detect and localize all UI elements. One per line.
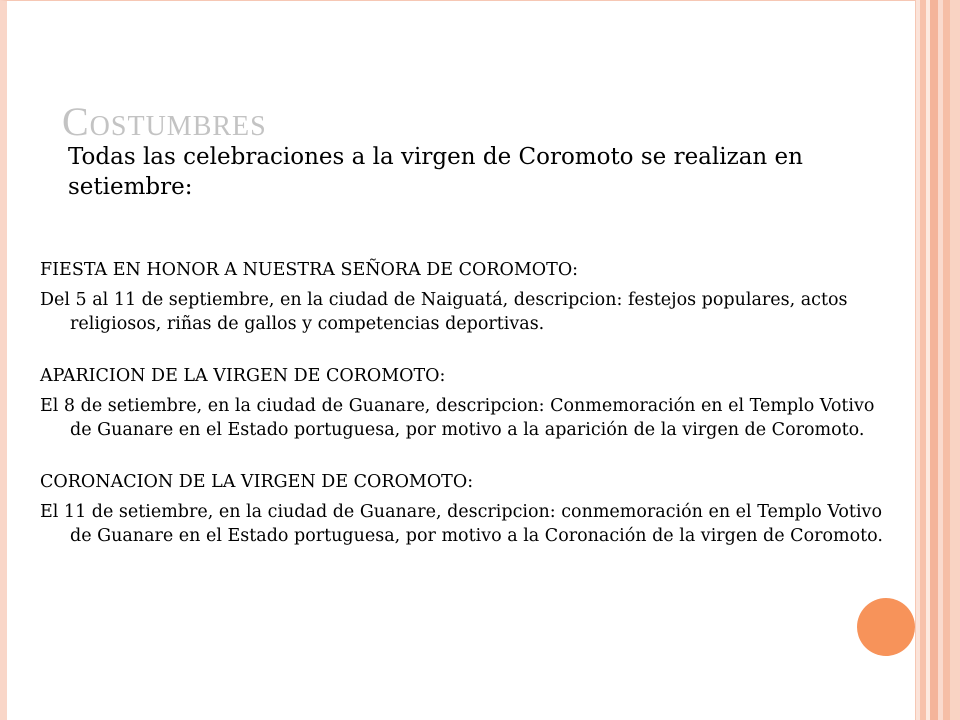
section-heading: FIESTA EN HONOR A NUESTRA SEÑORA DE COROMOTO:	[40, 260, 579, 280]
section-text: El 11 de setiembre, en la ciudad de Guanare, descripcion: conmemoración en el Templo Votivo de Guanare en el Estado portuguesa, por motivo a la Coronación de la virgen de Coromoto.	[40, 502, 883, 546]
section-fiesta	[40, 258, 900, 336]
accent-circle	[857, 598, 915, 656]
section-aparicion	[40, 364, 900, 442]
slide-title: Costumbres	[62, 99, 267, 144]
section-text: Del 5 al 11 de septiembre, en la ciudad de Naiguatá, descripcion: festejos populares, actos religiosos, riñas de gallos y competencias deportivas.	[40, 290, 848, 334]
slide-body	[40, 258, 900, 576]
section-heading: CORONACION DE LA VIRGEN DE COROMOTO:	[40, 472, 474, 492]
section-coronacion	[40, 470, 900, 548]
decorative-stripes	[916, 0, 960, 720]
section-heading: APARICION DE LA VIRGEN DE COROMOTO:	[40, 366, 446, 386]
intro-text: Todas las celebraciones a la virgen de Coromoto se realizan en setiembre:	[68, 144, 803, 200]
section-text: El 8 de setiembre, en la ciudad de Guanare, descripcion: Conmemoración en el Templo Votivo de Guanare en el Estado portuguesa, por motivo a la aparición de la virgen de Coromoto.	[40, 396, 875, 440]
